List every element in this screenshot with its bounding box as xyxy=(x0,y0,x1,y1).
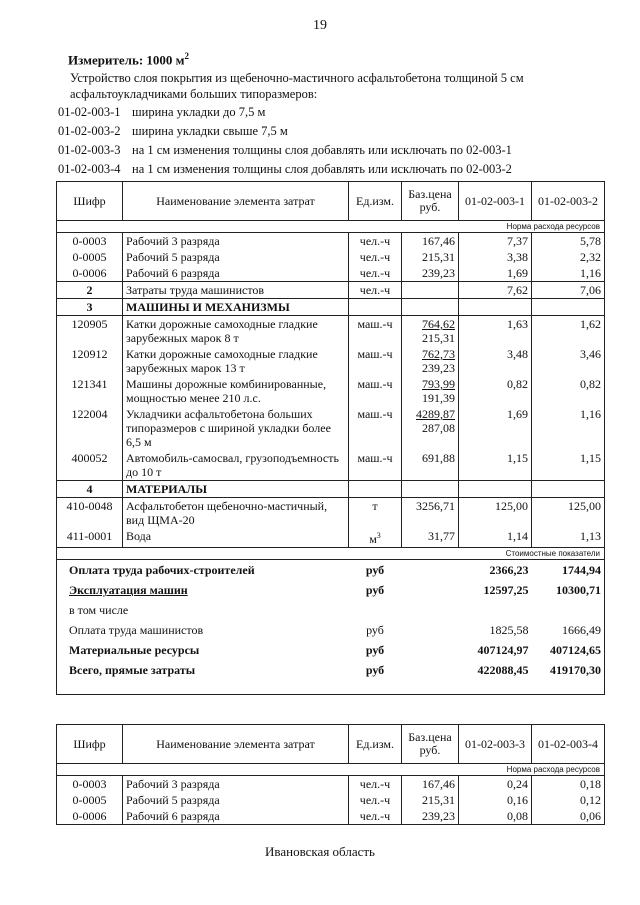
cell-empty xyxy=(459,299,532,316)
table-row xyxy=(57,792,605,808)
cell-price: 239,23 xyxy=(402,808,459,825)
cell-empty xyxy=(402,660,459,680)
cell-unit: т xyxy=(349,498,402,529)
total-name: Оплата труда рабочих-строителей xyxy=(57,560,349,581)
table-row xyxy=(57,265,605,282)
unit-sup: 3 xyxy=(376,531,381,540)
price-main: 764,62 xyxy=(422,317,455,331)
cell-v2: 125,00 xyxy=(532,498,605,529)
total-v2: 10300,71 xyxy=(532,580,605,600)
total-name: Оплата труда машинистов xyxy=(57,620,349,640)
table-row xyxy=(57,316,605,347)
table-row xyxy=(57,450,605,481)
variant-item xyxy=(58,141,512,160)
header-price: Баз.цена руб. xyxy=(402,725,459,764)
table-row xyxy=(57,498,605,529)
cell-empty xyxy=(402,560,459,581)
header-col2: 01-02-003-4 xyxy=(532,725,605,764)
cell-v2: 2,32 xyxy=(532,249,605,265)
price-labor: 215,31 xyxy=(422,331,455,345)
cell-code: 2 xyxy=(57,282,123,299)
variant-code: 01-02-003-4 xyxy=(58,162,121,176)
cell-code: 122004 xyxy=(57,406,123,450)
cost-label-row xyxy=(57,548,605,560)
cell-code: 120912 xyxy=(57,346,123,376)
table-row xyxy=(57,808,605,825)
cell-name: Асфальтобетон щебеночно-мастичный, вид ЩМА-20 xyxy=(123,498,349,529)
cell-name: Автомобиль-самосвал, грузоподъемность до 10 т xyxy=(123,450,349,481)
cell-unit: чел.-ч xyxy=(349,233,402,250)
total-row xyxy=(57,580,605,600)
table-row xyxy=(57,376,605,406)
cell-code: 0-0003 xyxy=(57,233,123,250)
cell-code: 411-0001 xyxy=(57,528,123,548)
variant-text: на 1 см изменения толщины слоя добавлять или исключать по 02-003-2 xyxy=(132,162,512,176)
cell-name: Рабочий 3 разряда xyxy=(123,233,349,250)
total-row xyxy=(57,640,605,660)
group-title: МАТЕРИАЛЫ xyxy=(123,481,349,498)
cell-v1: 0,08 xyxy=(459,808,532,825)
total-unit: руб xyxy=(365,663,385,677)
cell-v1: 7,62 xyxy=(459,282,532,299)
header-name: Наименование элемента затрат xyxy=(123,725,349,764)
total-name: Эксплуатация машин xyxy=(57,580,349,600)
cell-unit: маш.-ч xyxy=(349,346,402,376)
cell-v1: 1,14 xyxy=(459,528,532,548)
cell-name: Затраты труда машинистов xyxy=(123,282,349,299)
cell-v2: 7,06 xyxy=(532,282,605,299)
total-v2 xyxy=(532,600,605,620)
cell-empty xyxy=(459,481,532,498)
cell-price: 167,46 xyxy=(402,233,459,250)
cell-code: 0-0003 xyxy=(57,776,123,793)
total-row xyxy=(57,600,605,620)
total-name: в том числе xyxy=(57,600,349,620)
variant-code: 01-02-003-2 xyxy=(58,124,121,138)
cell-price: 167,46 xyxy=(402,776,459,793)
table-row xyxy=(57,346,605,376)
cell-unit xyxy=(349,528,402,548)
cell-v1: 0,82 xyxy=(459,376,532,406)
total-v2: 419170,30 xyxy=(532,660,605,680)
total-row xyxy=(57,560,605,581)
cell-name: Катки дорожные самоходные гладкие зарубежных марок 13 т xyxy=(123,346,349,376)
cell-v1: 7,37 xyxy=(459,233,532,250)
meter-heading xyxy=(68,51,189,68)
norm-row xyxy=(57,764,605,776)
cell-name: Вода xyxy=(123,528,349,548)
group-title: МАШИНЫ И МЕХАНИЗМЫ xyxy=(123,299,349,316)
table-row xyxy=(57,249,605,265)
meter-label: Измеритель: 1000 м xyxy=(68,52,185,68)
total-unit: руб xyxy=(365,643,385,657)
price-main: 762,73 xyxy=(422,347,455,361)
cell-unit: маш.-ч xyxy=(349,316,402,347)
total-spacer-row xyxy=(57,680,605,695)
cell-v1: 125,00 xyxy=(459,498,532,529)
cell-empty xyxy=(532,299,605,316)
total-v1 xyxy=(459,600,532,620)
variant-text: ширина укладки до 7,5 м xyxy=(132,105,266,119)
cell-name: Машины дорожные комбинированные, мощностью менее 210 л.с. xyxy=(123,376,349,406)
cell-price: 215,31 xyxy=(402,249,459,265)
header-col1: 01-02-003-3 xyxy=(459,725,532,764)
cell-v2: 1,13 xyxy=(532,528,605,548)
work-description: Устройство слоя покрытия из щебеночно-мастичного асфальтобетона толщиной 5 см асфальтоукладчиками больших типоразмеров: xyxy=(70,71,524,101)
cell-v1: 0,16 xyxy=(459,792,532,808)
header-name: Наименование элемента затрат xyxy=(123,182,349,221)
total-v1: 12597,25 xyxy=(483,583,529,597)
cell-unit: чел.-ч xyxy=(349,282,402,299)
cell-empty xyxy=(402,620,459,640)
cell-v2: 1,16 xyxy=(532,406,605,450)
cell-empty xyxy=(402,299,459,316)
total-unit xyxy=(349,600,402,620)
variant-code: 01-02-003-1 xyxy=(58,105,121,119)
total-v2: 1666,49 xyxy=(532,620,605,640)
meter-sup: 2 xyxy=(184,51,190,61)
price-labor: 239,23 xyxy=(422,361,455,375)
cell-v2: 0,12 xyxy=(532,792,605,808)
total-row xyxy=(57,660,605,680)
variant-text: на 1 см изменения толщины слоя добавлять или исключать по 02-003-1 xyxy=(132,143,512,157)
cell-v1: 1,63 xyxy=(459,316,532,347)
cell-empty xyxy=(57,680,605,695)
cell-v1: 3,48 xyxy=(459,346,532,376)
cell-name: Укладчики асфальтобетона больших типоразмеров с шириной укладки более 6,5 м xyxy=(123,406,349,450)
variant-item xyxy=(58,122,512,141)
cell-v1: 1,15 xyxy=(459,450,532,481)
cell-price: 239,23 xyxy=(402,265,459,282)
cell-name: Катки дорожные самоходные гладкие зарубежных марок 8 т xyxy=(123,316,349,347)
cell-unit: маш.-ч xyxy=(349,406,402,450)
cell-v1: 1,69 xyxy=(459,265,532,282)
total-unit: руб xyxy=(366,623,384,637)
cell-code: 3 xyxy=(57,299,123,316)
norm-row xyxy=(57,221,605,233)
header-unit: Ед.изм. xyxy=(349,182,402,221)
cell-v1: 0,24 xyxy=(459,776,532,793)
unit-text: м xyxy=(369,532,377,546)
norm-label: Норма расхода ресурсов xyxy=(57,764,605,776)
total-unit: руб xyxy=(365,563,385,577)
cell-empty xyxy=(402,481,459,498)
cell-code: 121341 xyxy=(57,376,123,406)
cell-unit: маш.-ч xyxy=(349,376,402,406)
resource-table-2 xyxy=(56,724,605,825)
cell-price: 31,77 xyxy=(402,528,459,548)
table-row xyxy=(57,406,605,450)
total-name: Всего, прямые затраты xyxy=(57,660,349,680)
total-v1: 407124,97 xyxy=(477,643,529,657)
cell-v2: 1,62 xyxy=(532,316,605,347)
footer-region: Ивановская область xyxy=(265,844,375,859)
header-col1: 01-02-003-1 xyxy=(459,182,532,221)
cell-empty xyxy=(532,481,605,498)
norm-label: Норма расхода ресурсов xyxy=(57,221,605,233)
cell-v1: 1,69 xyxy=(459,406,532,450)
table-row xyxy=(57,776,605,793)
variant-code: 01-02-003-3 xyxy=(58,143,121,157)
cell-name: Рабочий 6 разряда xyxy=(123,808,349,825)
total-row xyxy=(57,620,605,640)
header-code: Шифр xyxy=(57,725,123,764)
cell-price xyxy=(402,346,459,376)
cell-v2: 5,78 xyxy=(532,233,605,250)
variant-list xyxy=(58,103,512,179)
total-v2: 1744,94 xyxy=(532,560,605,581)
cell-code: 0-0005 xyxy=(57,249,123,265)
cell-name: Рабочий 3 разряда xyxy=(123,776,349,793)
cell-name: Рабочий 5 разряда xyxy=(123,792,349,808)
group-row-machines xyxy=(57,299,605,316)
cost-label: Стоимостные показатели xyxy=(57,548,605,560)
total-v2: 407124,65 xyxy=(532,640,605,660)
price-labor: 191,39 xyxy=(422,391,455,405)
cell-code: 0-0006 xyxy=(57,808,123,825)
header-price: Баз.цена руб. xyxy=(402,182,459,221)
cell-code: 4 xyxy=(57,481,123,498)
total-v1: 422088,45 xyxy=(477,663,529,677)
cell-name: Рабочий 6 разряда xyxy=(123,265,349,282)
variant-item xyxy=(58,160,512,179)
cell-price xyxy=(402,406,459,450)
cell-price xyxy=(402,376,459,406)
cell-name: Рабочий 5 разряда xyxy=(123,249,349,265)
cell-price: 3256,71 xyxy=(402,498,459,529)
cell-v1: 3,38 xyxy=(459,249,532,265)
cell-price: 691,88 xyxy=(402,450,459,481)
cell-empty xyxy=(402,580,459,600)
page-number: 19 xyxy=(313,18,327,33)
cell-unit: чел.-ч xyxy=(349,808,402,825)
cell-v2: 0,06 xyxy=(532,808,605,825)
table-row xyxy=(57,233,605,250)
cell-unit: маш.-ч xyxy=(349,450,402,481)
cell-empty xyxy=(402,600,459,620)
labor-total-row xyxy=(57,282,605,299)
cell-code: 400052 xyxy=(57,450,123,481)
table-header-row xyxy=(57,182,605,221)
cell-price xyxy=(402,316,459,347)
total-name: Материальные ресурсы xyxy=(57,640,349,660)
cell-unit: чел.-ч xyxy=(349,265,402,282)
cell-code: 0-0005 xyxy=(57,792,123,808)
header-unit: Ед.изм. xyxy=(349,725,402,764)
cell-empty xyxy=(349,481,402,498)
cell-code: 0-0006 xyxy=(57,265,123,282)
header-col2: 01-02-003-2 xyxy=(532,182,605,221)
cell-empty xyxy=(402,640,459,660)
cell-v2: 3,46 xyxy=(532,346,605,376)
header-code: Шифр xyxy=(57,182,123,221)
price-main: 4289,87 xyxy=(416,407,455,421)
total-v1: 2366,23 xyxy=(489,563,529,577)
cell-v2: 0,82 xyxy=(532,376,605,406)
cell-v2: 1,16 xyxy=(532,265,605,282)
total-v1: 1825,58 xyxy=(489,623,529,637)
cell-v2: 1,15 xyxy=(532,450,605,481)
variant-item xyxy=(58,103,512,122)
cell-unit: чел.-ч xyxy=(349,776,402,793)
cell-unit: чел.-ч xyxy=(349,249,402,265)
cell-empty xyxy=(349,299,402,316)
price-labor: 287,08 xyxy=(422,421,455,435)
variant-text: ширина укладки свыше 7,5 м xyxy=(132,124,288,138)
total-unit: руб xyxy=(365,583,385,597)
cell-price xyxy=(402,282,459,299)
table-row xyxy=(57,528,605,548)
cell-unit: чел.-ч xyxy=(349,792,402,808)
resource-table-1 xyxy=(56,181,605,695)
cell-v2: 0,18 xyxy=(532,776,605,793)
table-header-row xyxy=(57,725,605,764)
cell-code: 410-0048 xyxy=(57,498,123,529)
group-row-materials xyxy=(57,481,605,498)
price-main: 793,99 xyxy=(422,377,455,391)
cell-code: 120905 xyxy=(57,316,123,347)
cell-price: 215,31 xyxy=(402,792,459,808)
